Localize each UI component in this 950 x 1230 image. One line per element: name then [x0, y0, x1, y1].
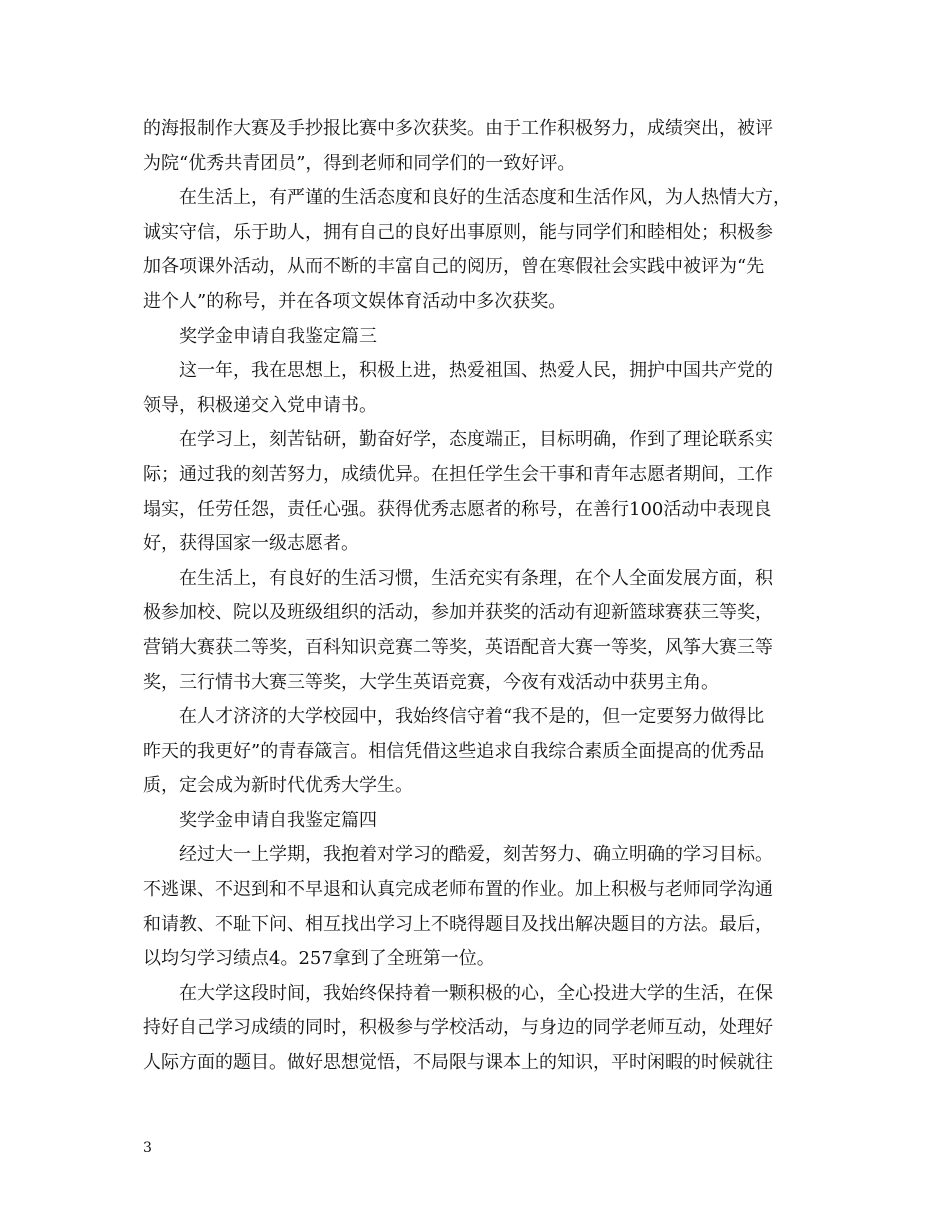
text-line: 好，获得国家一级志愿者。	[143, 533, 359, 555]
text-line: 这一年，我在思想上，积极上进，热爱祖国、热爱人民，拥护中国共产党的	[179, 360, 773, 382]
text-line: 在人才济济的大学校园中，我始终信守着“我不是的，但一定要努力做得比	[179, 706, 765, 728]
text-line: 不逃课、不迟到和不早退和认真完成老师布置的作业。加上积极与老师同学沟通	[143, 879, 773, 901]
text-line: 诚实守信，乐于助人，拥有自己的良好出事原则，能与同学们和睦相处；积极参	[143, 221, 773, 243]
text-line: 经过大一上学期，我抱着对学习的酷爱，刻苦努力、确立明确的学习目标。	[179, 844, 773, 866]
text-line: 领导，积极递交入党申请书。	[143, 394, 377, 416]
text-line: 为院“优秀共青团员”，得到老师和同学们的一致好评。	[143, 152, 576, 174]
text-line: 际；通过我的刻苦努力，成绩优异。在担任学生会干事和青年志愿者期间，工作	[143, 463, 773, 485]
text-line: 持好自己学习成绩的同时，积极参与学校活动，与身边的同学老师互动，处理好	[143, 1017, 773, 1039]
text-line: 塌实，任劳任怨，责任心强。获得优秀志愿者的称号，在善行100活动中表现良	[143, 498, 772, 520]
text-line: 人际方面的题目。做好思想觉悟，不局限与课本上的知识，平时闲暇的时候就往	[143, 1052, 773, 1074]
text-line: 质，定会成为新时代优秀大学生。	[143, 775, 413, 797]
text-line: 在生活上，有严谨的生活态度和良好的生活态度和生活作风，为人热情大方，	[179, 187, 791, 209]
text-line: 昨天的我更好”的青春箴言。相信凭借这些追求自我综合素质全面提高的优秀品	[143, 740, 765, 762]
text-line: 营销大赛获二等奖，百科知识竞赛二等奖，英语配音大赛一等奖，风筝大赛三等	[143, 636, 773, 658]
text-line: 加各项课外活动，从而不断的丰富自己的阅历，曾在寒假社会实践中被评为“先	[143, 256, 765, 278]
text-line: 奖，三行情书大赛三等奖，大学生英语竞赛，今夜有戏活动中获男主角。	[143, 671, 719, 693]
text-line: 以均匀学习绩点4。257拿到了全班第一位。	[143, 948, 495, 970]
document-body	[143, 112, 825, 1081]
text-line: 在学习上，刻苦钻研，勤奋好学，态度端正，目标明确，作到了理论联系实	[179, 429, 773, 451]
page-number: 3	[143, 1140, 152, 1156]
text-line: 在生活上，有良好的生活习惯，生活充实有条理，在个人全面发展方面，积	[179, 567, 773, 589]
text-line: 奖学金申请自我鉴定篇三	[179, 325, 377, 347]
text-line: 进个人”的称号，并在各项文娱体育活动中多次获奖。	[143, 290, 567, 312]
text-line: 的海报制作大赛及手抄报比赛中多次获奖。由于工作积极努力，成绩突出，被评	[143, 118, 773, 139]
text-line: 在大学这段时间，我始终保持着一颗积极的心，全心投进大学的生活，在保	[179, 982, 773, 1004]
text-line: 极参加校、院以及班级组织的活动，参加并获奖的活动有迎新篮球赛获三等奖，	[143, 602, 773, 624]
text-line: 和请教、不耻下问、相互找出学习上不晓得题目及找出解决题目的方法。最后，	[143, 913, 773, 935]
text-line: 奖学金申请自我鉴定篇四	[179, 809, 377, 831]
